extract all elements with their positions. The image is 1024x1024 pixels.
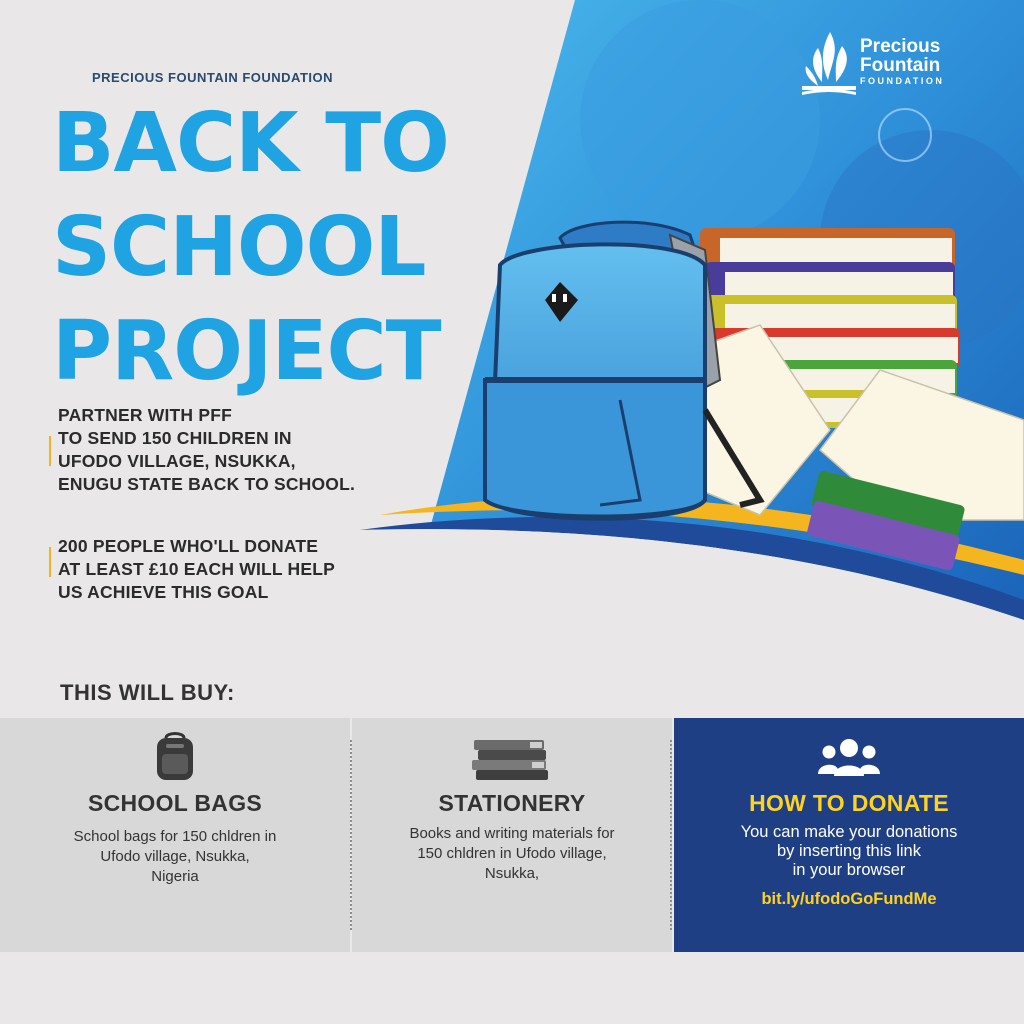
org-kicker: PRECIOUS FOUNTAIN FOUNDATION — [92, 70, 334, 85]
books-icon — [470, 736, 554, 782]
desc-line: You can make your donations — [740, 823, 958, 841]
desc-line: by inserting this link — [777, 842, 921, 860]
headline-line: BACK TO — [52, 96, 449, 191]
desc-line: Books and writing materials for — [409, 825, 615, 842]
goal-text — [58, 535, 335, 604]
brand-name — [860, 37, 944, 87]
backpack-icon — [152, 730, 198, 782]
divider — [670, 740, 672, 930]
desc-line: 150 chldren in Ufodo village, — [417, 845, 607, 862]
buy-panels — [0, 718, 1024, 952]
accent-bar — [49, 436, 51, 466]
brand-line-2: Fountain — [860, 55, 941, 76]
panel-title: STATIONERY — [438, 790, 586, 816]
brand-line-1: Precious — [860, 36, 941, 57]
desc-line: School bags for 150 chldren in — [73, 828, 277, 845]
school-bags-panel — [0, 718, 350, 952]
pitch-line: PARTNER WITH PFF — [58, 405, 232, 425]
brand-logo — [800, 22, 970, 102]
people-group-icon — [817, 736, 881, 780]
panel-title: HOW TO DONATE — [749, 790, 949, 816]
how-to-donate-panel — [674, 718, 1024, 952]
pitch-line: UFODO VILLAGE, NSUKKA, — [58, 451, 296, 471]
brand-line-3: FOUNDATION — [860, 76, 945, 86]
pitch-line: ENUGU STATE BACK TO SCHOOL. — [58, 474, 356, 494]
desc-line: Nsukka, — [484, 865, 540, 882]
headline-line: SCHOOL — [52, 200, 426, 295]
goal-line: US ACHIEVE THIS GOAL — [58, 582, 269, 602]
panel-description — [688, 823, 1010, 880]
goal-line: 200 PEOPLE WHO'LL DONATE — [58, 536, 319, 556]
desc-line: in your browser — [792, 861, 906, 879]
panel-description — [366, 824, 658, 884]
page-headline — [52, 92, 449, 404]
desc-line: Ufodo village, Nsukka, — [100, 848, 250, 865]
goal-line: AT LEAST £10 EACH WILL HELP — [58, 559, 336, 579]
pitch-line: TO SEND 150 CHILDREN IN — [58, 428, 292, 448]
pitch-text — [58, 404, 355, 496]
donation-link[interactable]: bit.ly/ufodoGoFundMe — [761, 890, 937, 908]
buy-heading: THIS WILL BUY: — [60, 680, 235, 705]
accent-bar — [49, 547, 51, 577]
desc-line: Nigeria — [151, 868, 199, 885]
headline-line: PROJECT — [52, 304, 441, 399]
stationery-panel — [352, 718, 672, 952]
panel-description — [24, 827, 326, 887]
fountain-logo-icon — [800, 22, 858, 98]
panel-title: SCHOOL BAGS — [87, 790, 263, 816]
